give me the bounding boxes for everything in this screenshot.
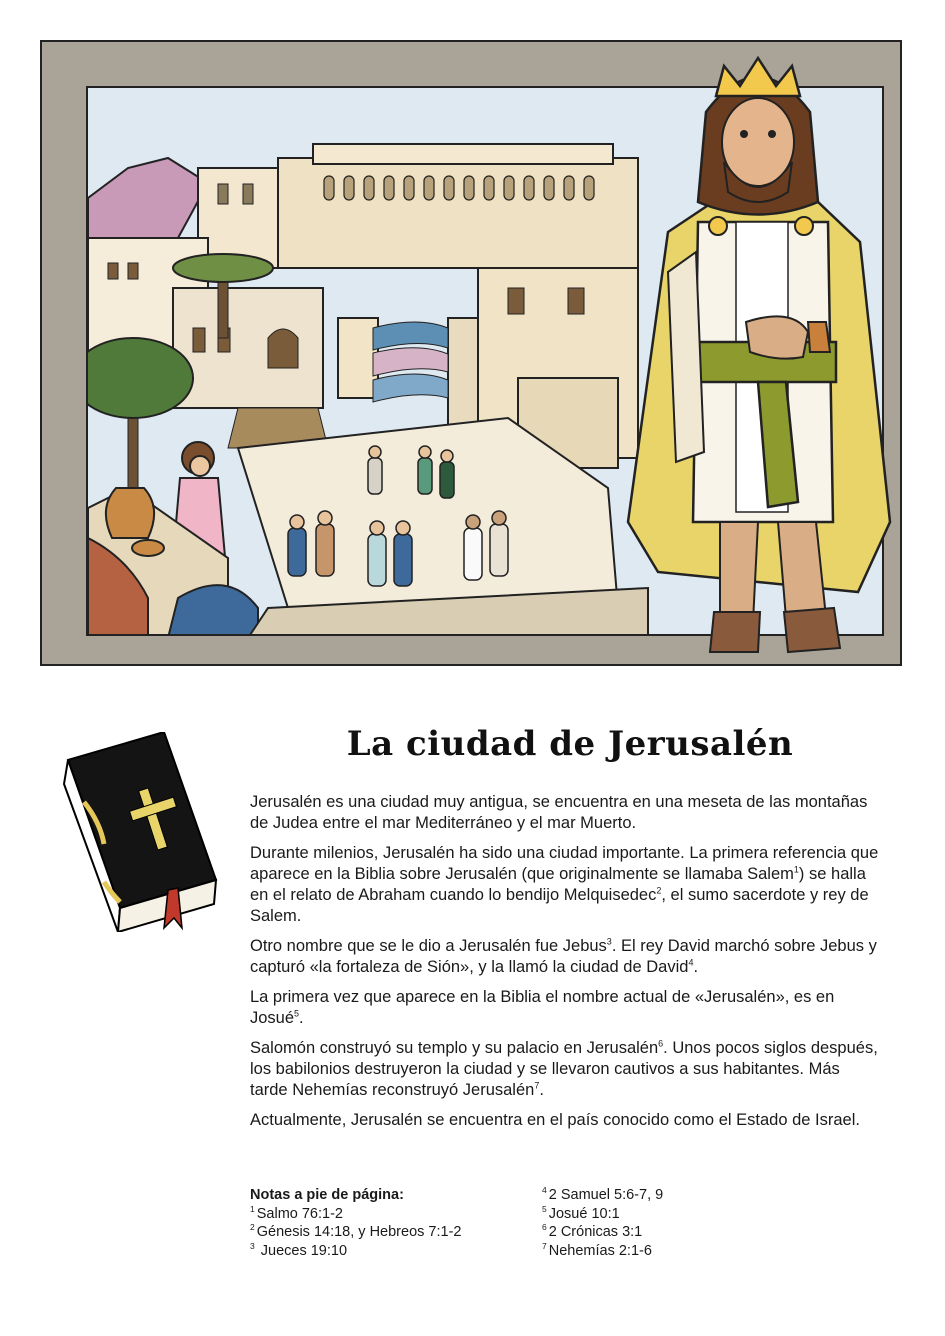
footnote-ref: 1 (793, 864, 799, 875)
page-title: La ciudad de Jerusalén (346, 724, 794, 764)
footnote-ref: 4 (688, 957, 694, 968)
footnote-item: $^5$ Josué 10:1 (542, 1203, 620, 1222)
bible-icon (60, 732, 230, 932)
paragraph: Otro nombre que se le dio a Jerusalén fue Jebus$^3$. El rey David marchó sobre Jebus y capturó «la fortaleza de Sión», y la llamó la ciudad de David$^4$. (250, 936, 877, 976)
paragraph: Jerusalén es una ciudad muy antigua, se encuentra en una meseta de las montañas de Judea entre el mar Mediterráneo y el mar Muerto. (250, 793, 868, 832)
footnote-item: $^6$ 2 Crónicas 3:1 (542, 1222, 643, 1240)
king-illustration (628, 52, 890, 656)
paragraph: Durante milenios, Jerusalén ha sido una ciudad importante. La primera referencia que aparece en la Biblia sobre Jerusalén (que originalmente se llamaba Salem$^1$) se halla en el relato de Abraham cuando lo bendijo Melquisedec$^2$, el sumo sacerdote y rey de Salem. (250, 844, 879, 925)
footnote-ref: 5 (294, 1008, 300, 1019)
footnotes-column-left (250, 1186, 540, 1260)
paragraph: Actualmente, Jerusalén se encuentra en el país conocido como el Estado de Israel. (250, 1111, 860, 1129)
footnote-ref: 6 (658, 1038, 664, 1049)
footnote-item: $^2$ Génesis 14:18, y Hebreos 7:1-2 (250, 1222, 462, 1240)
paragraph: La primera vez que aparece en la Biblia el nombre actual de «Jerusalén», es en Josué$^5$. (250, 988, 835, 1027)
footnotes-heading: Notas a pie de página: (250, 1187, 404, 1203)
article-body (250, 792, 880, 1140)
footnote-ref: 7 (534, 1080, 540, 1091)
footnote-item: $^7$ Nehemías 2:1-6 (542, 1240, 652, 1259)
footnote-item: $^1$ Salmo 76:1-2 (250, 1203, 343, 1222)
footnote-ref: 3 (606, 936, 612, 947)
footnote-ref: 2 (656, 885, 662, 896)
paragraph: Salomón construyó su templo y su palacio en Jerusalén$^6$. Unos pocos siglos después, los babilonios destruyeron la ciudad y se llevaron cautivos a sus habitantes. Más tarde Nehemías reconstruyó Jerusalén$^7$. (250, 1038, 878, 1099)
footnote-item: $^4$ 2 Samuel 5:6-7, 9 (542, 1185, 664, 1203)
footnotes-column-right (542, 1186, 842, 1260)
footnote-item: $^3$ Jueces 19:10 (250, 1240, 348, 1259)
